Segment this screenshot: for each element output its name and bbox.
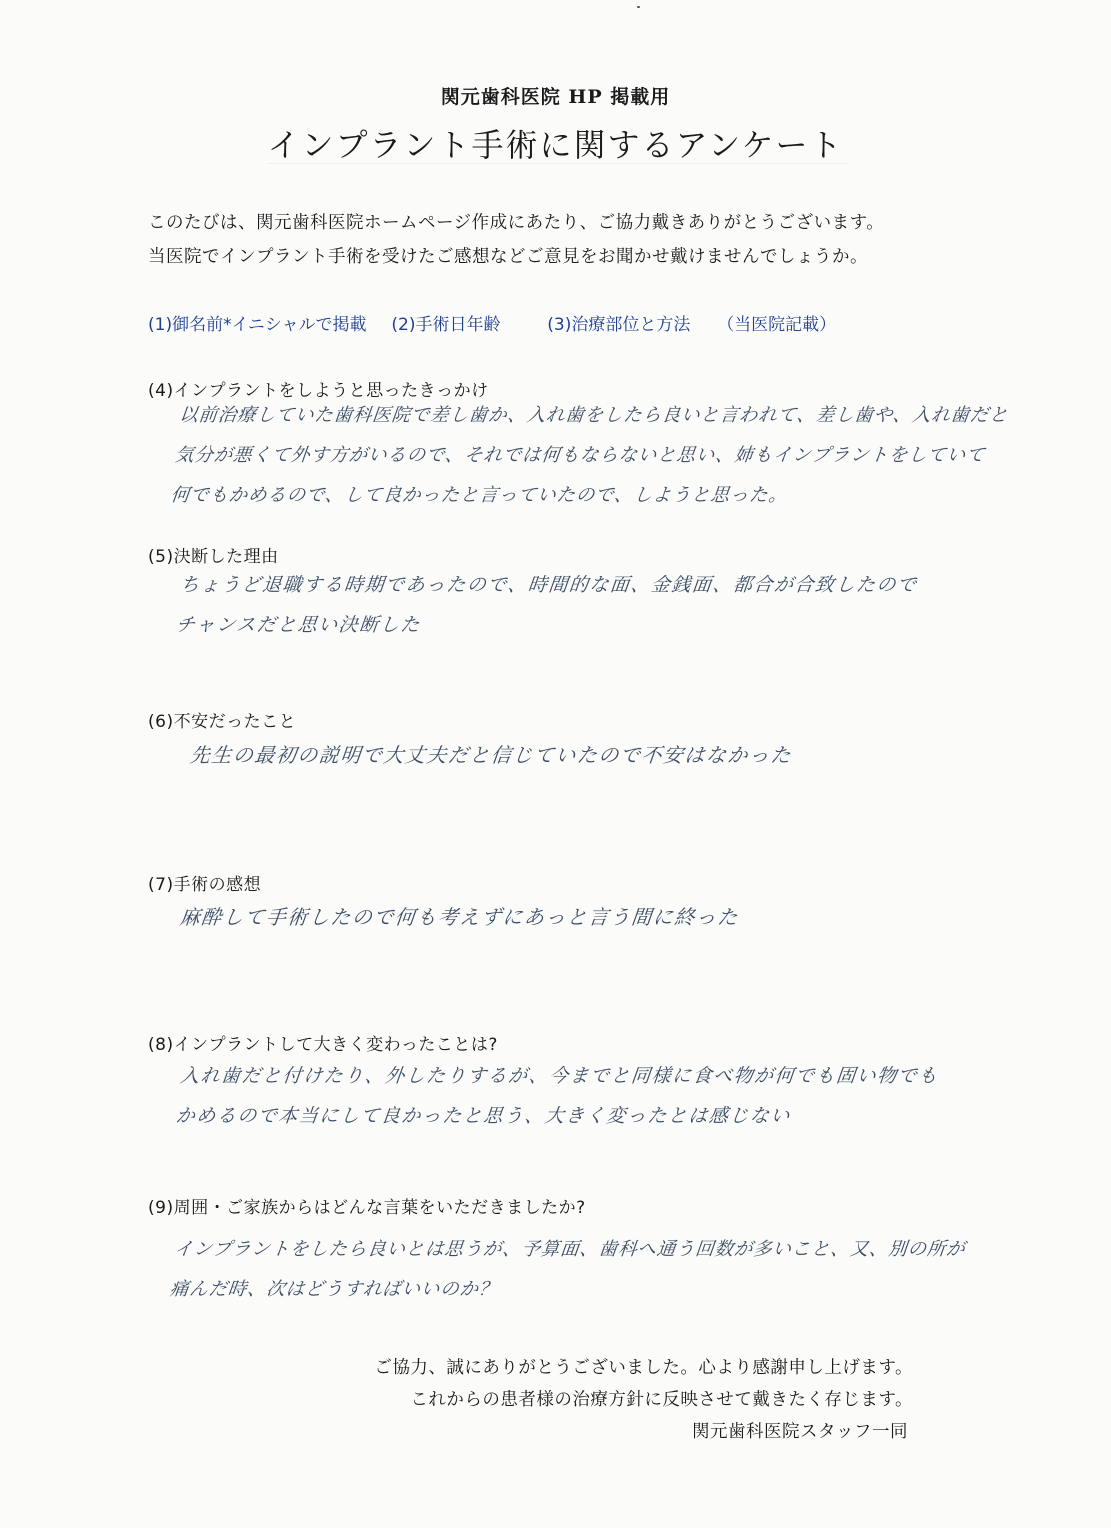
question-7-label: (7)手術の感想 (148, 875, 262, 895)
question-6-answer (188, 735, 794, 775)
field-date-age-label: (2)手術日年齢 (391, 315, 501, 335)
page-subtitle: 関元歯科医院 HP 掲載用 (440, 86, 671, 108)
intro-line-1: このたびは、関元歯科医院ホームページ作成にあたり、ご協力戴きありがとうございます。 (148, 213, 885, 233)
question-7-answer (178, 897, 741, 937)
answer-line: 入れ歯だと付けたり、外したりするが、今までと同様に食べ物が何でも固い物でも (178, 1065, 940, 1087)
title-divider (268, 163, 848, 164)
intro-line-2: 当医院でインプラント手術を受けたご感想などご意見をお聞かせ戴けませんでしょうか。 (148, 247, 868, 267)
answer-line: 何でもかめるので、して良かったと言っていたので、しようと思った。 (169, 485, 789, 506)
question-5-label: (5)決断した理由 (148, 547, 279, 567)
question-6-label: (6)不安だったこと (148, 712, 297, 732)
field-name-label: (1)御名前*イニシャルで掲載 (148, 315, 367, 335)
answer-line: かめるので本当にして良かったと思う、大きく変ったとは感じない (174, 1105, 793, 1127)
field-area-method-label: (3)治療部位と方法 (547, 315, 691, 335)
answer-line: ちょうど退職する時期であったので、時間的な面、金銭面、都合が合致したので (178, 574, 919, 596)
answer-line: インプラントをしたら良いとは思うが、予算面、歯科へ通う回数が多いこと、又、別の所が (173, 1239, 967, 1260)
answer-line: 気分が悪くて外す方がいるので、それでは何もならないと思い、姉もインプラントをしていて (173, 445, 987, 466)
respondent-fields (148, 310, 836, 335)
field-clinic-note: （当医院記載） (717, 315, 837, 335)
closing-line-2: これからの患者様の治療方針に反映させて戴きたく存じます。 (410, 1390, 913, 1410)
answer-line: 痛んだ時、次はどうすればいいのか？ (168, 1279, 500, 1300)
question-8-label: (8)インプラントして大きく変わったことは? (148, 1035, 498, 1055)
answer-line: 麻酔して手術したので何も考えずにあっと言う間に終った (178, 905, 741, 929)
question-9-label: (9)周囲・ご家族からはどんな言葉をいただきましたか? (148, 1198, 586, 1218)
answer-line: チャンスだと思い決断した (174, 614, 422, 636)
question-4-answer (169, 396, 1011, 516)
answer-line: 先生の最初の説明で大丈夫だと信じていたので不安はなかった (188, 743, 794, 767)
page-title: インプラント手術に関するアンケート (267, 126, 844, 164)
question-8-answer (174, 1056, 941, 1136)
answer-line: 以前治療していた歯科医院で差し歯か、入れ歯をしたら良いと言われて、差し歯や、入れ歯だと (178, 405, 1010, 426)
question-4-label: (4)インプラントをしようと思ったきっかけ (148, 381, 489, 401)
intro-text (148, 206, 884, 274)
question-9-answer (168, 1230, 968, 1310)
question-5-answer (174, 565, 920, 645)
staff-signature: 関元歯科医院スタッフ一同 (692, 1422, 908, 1442)
scan-speck (637, 6, 640, 8)
closing-line-1: ご協力、誠にありがとうございました。心より感謝申し上げます。 (374, 1358, 913, 1378)
